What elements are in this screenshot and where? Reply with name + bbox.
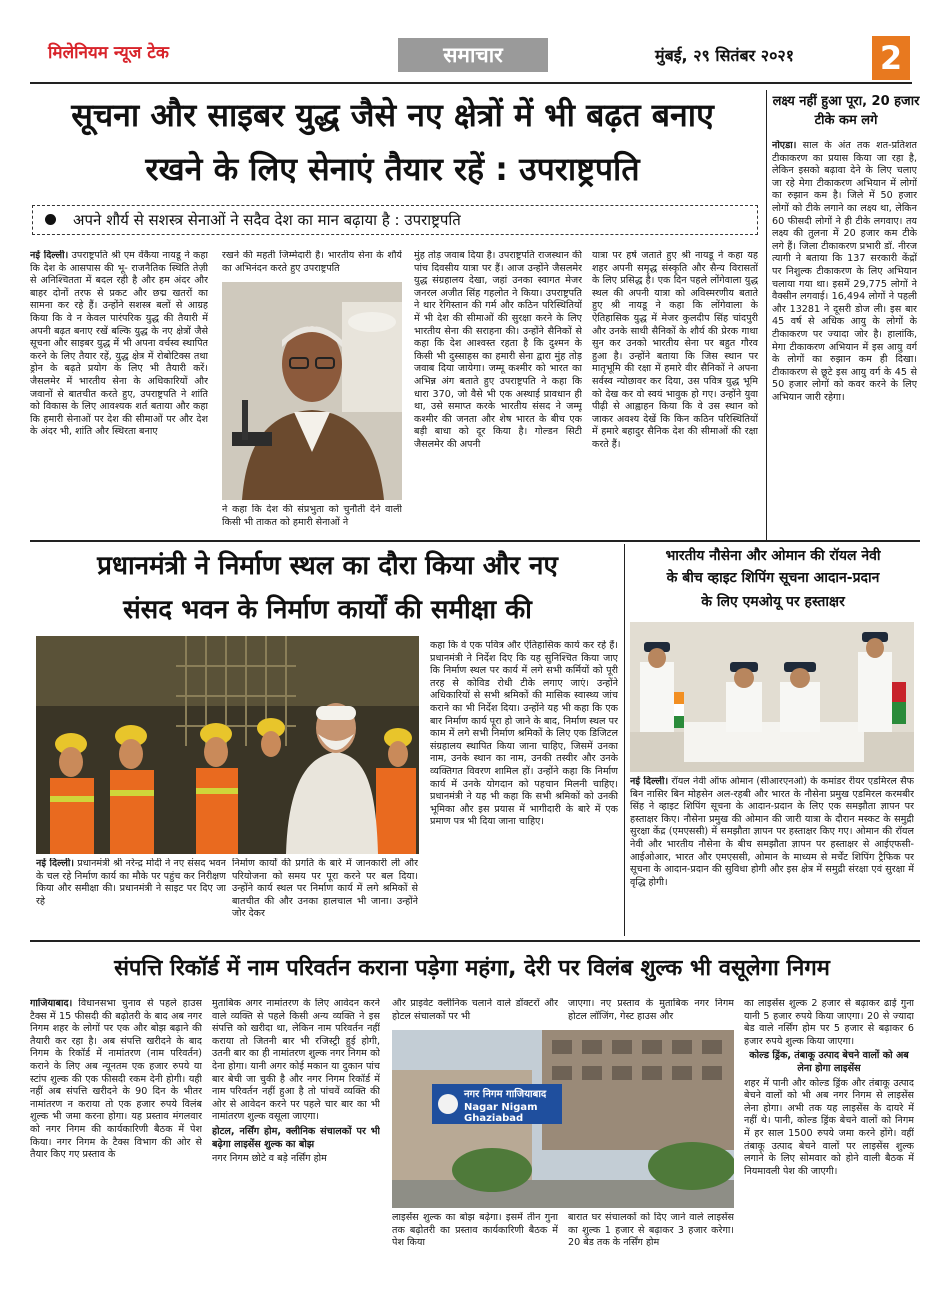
story4-col2-tail: नगर निगम छोटे व बड़े नर्सिंग होम [212,1153,327,1165]
story4-col4-bottom: बारात घर संचालकों को दिए जाने वाले लाइसेंस का शुल्क 1 हजार से बढ़ाकर 3 हजार करेगा। 20 बेड तक के नर्सिंग होम [568,1212,734,1249]
story1-col1-text: उपराष्ट्रपति श्री एम वेंकैया नायडू ने कहा कि देश के आसपास की भू- राजनैतिक स्थिति तेज़ी से अनिश्चितता में बदल रही है और हम अंदर और बाहर दोनों तरफ से प्रकट और छद्म खतरों का सामना कर रहे हैं। उन्होंने सशस्त्र बलों से आग्रह किया कि वे न केवल पारंपरिक युद्ध की तैयारी में अपनी बढ़त बनाए रखें बल्कि युद्ध के नए क्षेत्रों जैसे सूचना और साइबर युद्ध में भी अपना वर्चस्व स्थापित करने के लिए तैयार रहें, युद्ध क्षेत्र में रोबोटिक्स तथा ड्रोन के बढ़ते प्रयोग के लिए भी तैयारी करें। जैसलमेर में भारतीय सेना के अधिकारियों और जवानों से बातचीत करते हुए, उपराष्ट्रपति ने शांति को विकास के लिए आवश्यक शर्त बताया और कहा कि हमारी सेनाओं पर देश की सीमाओं पर और देश के अंदर भी, शांति और स्थिरता बनाए [30,250,208,438]
sidebar-divider [766,90,767,540]
story4-col1-text: विधानसभा चुनाव से पहले हाउस टैक्स में 15 फीसदी की बढ़ोतरी के बाद अब नगर निगम शहर के लोगों पर एक और बोझ बढ़ाने की तैयारी कर रहा है। अब संपत्ति खरीदने के बाद निगम के रिकॉर्ड में नामांतरण (नाम परिवर्तन) कराने के लिए अब न्यूनतम एक हजार रुपये या स्टांप शुल्क की एक फीसदी रकम देनी होगी। यही नहीं अब संपत्ति खरीदने के 90 दिन के भीतर नामांतरण न कराया तो एक हजार रुपये विलंब शुल्क भी जमा करना होगा। यह प्रस्ताव मंगलवार को नगर निगम की कार्यकारिणी बैठक में पेश किया। नगर निगम के टैक्स विभाग की ओर से तैयार किए गए प्रस्ताव के [30,998,202,1161]
sidebar-dateline: नोएडा। [772,140,797,151]
story1-dateline: नई दिल्ली। [30,250,69,261]
story1-col1 [30,250,208,530]
story4-col1 [30,998,202,1266]
story4-col5 [744,998,914,1266]
story4-col5-subhead: कोल्ड ड्रिंक, तंबाकू उत्पाद बेचने वालों को अब लेना होगा लाइसेंस [749,1050,909,1074]
story4-col5-tail: शहर में पानी और कोल्ड ड्रिंक और तंबाकू उत्पाद बेचने वालों को भी अब नगर निगम से लाइसेंस लेना होगा। अभी तक यह लाइसेंस के दायरे में नहीं थे। पानी, कोल्ड ड्रिंक बेचने वालों को निगम में हर साल 1500 रुपये जमा करने होंगे। वहीं तंबाकू उत्पाद बेचने वालों पर लाइसेंस शुल्क लगाने के लिए सोमवार को होने वाली बैठक में नियमावली पेश की जाएगी। [744,1077,914,1177]
story1-headline-line1: सूचना और साइबर युद्ध जैसे नए क्षेत्रों में भी बढ़त बनाए [71,96,714,134]
story3-headline-line1: भारतीय नौसेना और ओमान की रॉयल नेवी [665,548,881,564]
bullet-icon [45,214,56,225]
paper-name: मिलेनियम न्यूज टेक [48,43,169,63]
sidebar-text: साल के अंत तक शत-प्रतिशत टीकाकरण का प्रयास किया जा रहा है, लेकिन इसको बढ़ावा देने के लिए चलाए जा रहे मेगा टीकाकरण अभियान में लोगों का रुझान कम है। जिले में 50 हजार लोगों को टीके लगाने का लक्ष्य था, लेकिन 60 फीसदी लोगों ने ही टीके लगवाए। तय लक्ष्य की तुलना में 20 हजार कम टीके लगे हैं। जिला टीकाकरण प्रभारी डॉ. नीरज त्यागी ने बताया कि 137 सरकारी केंद्रों पर निशुल्क टीकाकरण के लिए अभियान चलाया गया था। इसमें 29,775 लोगों ने वैक्सीन लगवाई। 16,494 लोगों ने पहली और 13281 ने दूसरी डोज ली। इस बार 45 वर्ष से अधिक आयु के लोगों के टीकाकरण पर ज्यादा जोर है। हालांकि, मेगा टीकाकरण अभियान में इस आयु वर्ग के लोगों का रुझान कम ही दिखा। टीकाकरण से छूटे इस आयु वर्ग के 45 से 50 हजार लोगों को कवर करने के लिए अभियान जारी रहेगा। [772,140,917,403]
story3-headline-line2: के बीच व्हाइट शिपिंग सूचना आदान-प्रदान [666,570,880,586]
story3-dateline: नई दिल्ली। [630,776,669,787]
dateline: मुंबई, २९ सितंबर २०२१ [655,46,795,65]
story1-col2-bottom: ने कहा कि देश की संप्रभुता को चुनौती देने वाली किसी भी ताकत को हमारी सेनाओं ने [222,504,402,528]
masthead-rule [30,82,912,84]
story4-col4-top: जाएगा। नए प्रस्ताव के मुताबिक नगर निगम होटल लॉजिंग, गेस्ट हाउस और [568,998,734,1022]
section-banner [398,38,548,72]
story2-headline-line2: संसद भवन के निर्माण कार्यों की समीक्षा की [123,595,532,625]
story1-col3: मुंह तोड़ जवाब दिया है। उपराष्ट्रपति राजस्थान की पांच दिवसीय यात्रा पर हैं। आज उन्होंने जैसलमेर युद्ध संग्रहालय देखा, जहां उनका स्वागत मेजर जनरल अजीत सिंह गहलोत ने किया। उपराष्ट्रपति ने थार रेगिस्तान की गर्म और कठिन परिस्थितियों में भी देश की सीमाओं की सुरक्षा करने के लिए भारतीय सेना की सराहना की। उन्होंने सैनिकों से कहा कि देश आश्वस्त रहता है कि दुश्मन के किसी भी दुस्साहस का हमारी सेना द्वारा मुंह तोड़ जवाब दिया जायेगा। जम्मू कश्मीर को भारत का अभिन्न अंग बताते हुए उपराष्ट्रपति ने कहा कि धारा 370, जो वैसे भी एक अस्थाई प्रावधान ही था, उसे समाप्त करके भारतीय संसद ने जम्मू कश्मीर की जनता और शेष भारत के बीच एक बड़ी बाधा को दूर किया है। गोल्डन सिटी जैसलमेर की अपनी [414,250,582,450]
story3-text: रॉयल नेवी ऑफ ओमान (सीआरएनओ) के कमांडर रीयर एडमिरल सैफ बिन नासिर बिन मोहसेन अल-रहबी और भारत के नौसेना प्रमुख एडमिरल करमबीर सिंह ने व्हाइट शिपिंग सूचना के आदान-प्रदान के लिए एक समझौता ज्ञापन पर हस्ताक्षर किए। नौसेना प्रमुख की ओमान की जारी यात्रा के दौरान मस्कट के समुद्री सुरक्षा केंद्र (एमएससी) में समझौता ज्ञापन पर हस्ताक्षर किए गए। ओमान की रॉयल नेवी और भारतीय नौसेना के बीच समझौता ज्ञापन पर हस्ताक्षर से आईएफसी-आईओआर, भारत और एमएससी, ओमान के माध्यम से मर्चेंट शिपिंग ट्रैफिक पर सूचना के आदान-प्रदान की सुविधा होगी और इस क्षेत्र में समुद्री संरक्षा एवं सुरक्षा में वृद्धि होगी। [630,776,914,888]
page-number: 2 [879,39,903,77]
story1-subhead: अपने शौर्य से सशस्त्र सेनाओं ने सदैव देश का मान बढ़ाया है : उपराष्ट्रपति [73,211,461,229]
nagar-nigam-building-photo [392,1030,734,1208]
sign-english: Nagar Nigam Ghaziabad [464,1102,538,1124]
story4-col2 [212,998,380,1266]
story3-divider [624,544,625,936]
story1-subhead-box [32,205,758,235]
story1-headline-line2: रखने के लिए सेनाएं तैयार रहें : उपराष्ट्रपति [145,150,640,188]
sidebar-body [772,140,917,538]
story4-headline: संपत्ति रिकॉर्ड में नाम परिवर्तन कराना पड़ेगा महंगा, देरी पर विलंब शुल्क भी वसूलेगा निगम [114,956,830,981]
page-number-box [872,36,910,80]
vice-president-photo [222,282,402,500]
story2-body: कहा कि वे एक पवित्र और ऐतिहासिक कार्य कर रहे हैं। प्रधानमंत्री ने निर्देश दिए कि यह सुनिश्चित किया जाए कि निर्माण स्थल पर कार्य में लगे सभी कर्मियों को पूरी तरह से कोविड रोधी टीके लगाए जाएं। उन्होंने अधिकारियों से सभी श्रमिकों की मासिक स्वास्थ्य जांच कराने का भी निर्देश दिया। उन्होंने यह भी कहा कि एक बार निर्माण कार्य पूरा हो जाने के बाद, निर्माण स्थल पर काम में लगे सभी निर्माण श्रमिकों के लिए एक डिजिटल संग्रहालय स्थापित किया जाना चाहिए, जिसमें उनका नाम, उनके स्थान का नाम, उनकी तस्वीर और उनके व्यक्तिगत विवरण शामिल हों। उन्होंने कहा कि निर्माण कार्य में उनके योगदान को पहचान मिलनी चाहिए। प्रधानमंत्री ने यह भी कहा कि सभी श्रमिकों को उनकी भूमिका और इस प्रयास में भागीदारी के बारे में एक प्रमाण पत्र भी दिया जाना चाहिए। [430,640,618,828]
story3-headline-line3: के लिए एमओयू पर हस्ताक्षर [701,594,845,610]
story4-col5-text: का लाइसेंस शुल्क 2 हजार से बढ़ाकर ढाई गुना यानी 5 हजार रुपये किया जाएगा। 20 से ज्यादा बेड वाले नर्सिंग होम पर 5 हजार से बढ़ाकर 6 हजार रुपये शुल्क किया जाएगा। [744,998,914,1047]
row-divider-1 [30,540,920,542]
story1-col4: यात्रा पर हर्ष जताते हुए श्री नायडू ने कहा यह शहर अपनी समृद्ध संस्कृति और सैन्य विरासतों के लिए प्रसिद्ध है। एक दिन पहले लोंगेवाला युद्ध स्थल की अपनी यात्रा को अविस्मरणीय बताते हुए श्री नायडू ने कहा कि लोंगेवाला के ऐतिहासिक युद्ध में मेजर कुलदीप सिंह चांदपुरी और उनके साथी सैनिकों के शौर्य की प्रेरक गाथा सुन कर उनको भारतीय सेना पर बहुत गौरव हुआ है। उन्होंने बताया कि जिस स्थान पर मातृभूमि की रक्षा में हमारे वीर सैनिकों ने अपना सर्वस्व न्योछावर कर दिया, उस पवित्र युद्ध भूमि को देख कर वो स्वयं भावुक हो गए। उन्होंने युवा पीढ़ी से आह्वाहन किया कि वे उस स्थान को जाकर अवश्य देखें कि किन कठिन परिस्थितियों में हमारे बहादुर सैनिक देश की सीमाओं की रक्षा करते हैं। [592,250,758,450]
story2-headline-line1: प्रधानमंत्री ने निर्माण स्थल का दौरा किया और नए [97,551,558,581]
story4-col3-top: और प्राइवेट क्लीनिक चलाने वाले डॉक्टरों और होटल संचालकों पर भी [392,998,558,1022]
row-divider-2 [30,940,920,942]
story1-col2-top: रखने की महती जिम्मेदारी है। भारतीय सेना के शौर्य का अभिनंदन करते हुए उपराष्ट्रपति [222,250,402,274]
sidebar-headline: लक्ष्य नहीं हुआ पूरा, 20 हजार टीके कम लगे [772,94,920,128]
story4-col3-bottom: लाइसेंस शुल्क का बोझ बढ़ेगा। इसमें तीन गुना तक बढ़ोतरी का प्रस्ताव कार्यकारिणी बैठक में पेश किया [392,1212,558,1249]
parliament-construction-photo [36,636,419,854]
sign-hindi: नगर निगम गाजियाबाद [464,1089,547,1100]
story4-dateline: गाजियाबाद। [30,998,73,1009]
story4-col2-subhead: होटल, नर्सिंग होम, क्लीनिक संचालकों पर भी बढ़ेगा लाइसेंस शुल्क का बोझ [212,1125,380,1150]
story4-col2-text: मुताबिक अगर नामांतरण के लिए आवेदन करने वाले व्यक्ति से पहले किसी अन्य व्यक्ति ने इस संपत्ति को खरीदा था, लेकिन नाम परिवर्तन नहीं कराया तो जितनी बार भी रजिस्ट्री हुई होगी, उतनी बार का ही नामांतरण शुल्क नगर निगम को देना होगा। यानी अगर कोई मकान या दुकान पांच बार बेची जा चुकी है और नगर निगम रिकॉर्ड में नाम परिवर्तन नहीं हुआ है तो पांचवें व्यक्ति की ओर से आवेदन करने पर पहले चार बार का भी नामांतरण शुल्क वसूला जाएगा। [212,998,380,1123]
mou-signing-photo [630,622,914,772]
section-label: समाचार [443,43,503,67]
masthead [0,0,945,84]
story2-caption-col1-text: प्रधानमंत्री श्री नरेन्द्र मोदी ने नए संसद भवन के चल रहे निर्माण कार्य का मौके पर पहुंच कर निरीक्षण किया और समीक्षा की। प्रधानमंत्री ने साइट पर दिए जा रहे [36,858,226,907]
story2-caption-col1 [36,858,226,934]
story2-caption-col2: निर्माण कार्यों की प्रगति के बारे में जानकारी ली और परियोजना को समय पर पूरा करने पर बल दिया। उन्होंने कार्य स्थल पर निर्माण कार्य में लगे श्रमिकों से बातचीत की और उनका हालचाल भी जाना। उन्होंने जोर देकर [232,858,418,920]
story2-dateline: नई दिल्ली। [36,858,75,869]
story3-body [630,776,914,936]
